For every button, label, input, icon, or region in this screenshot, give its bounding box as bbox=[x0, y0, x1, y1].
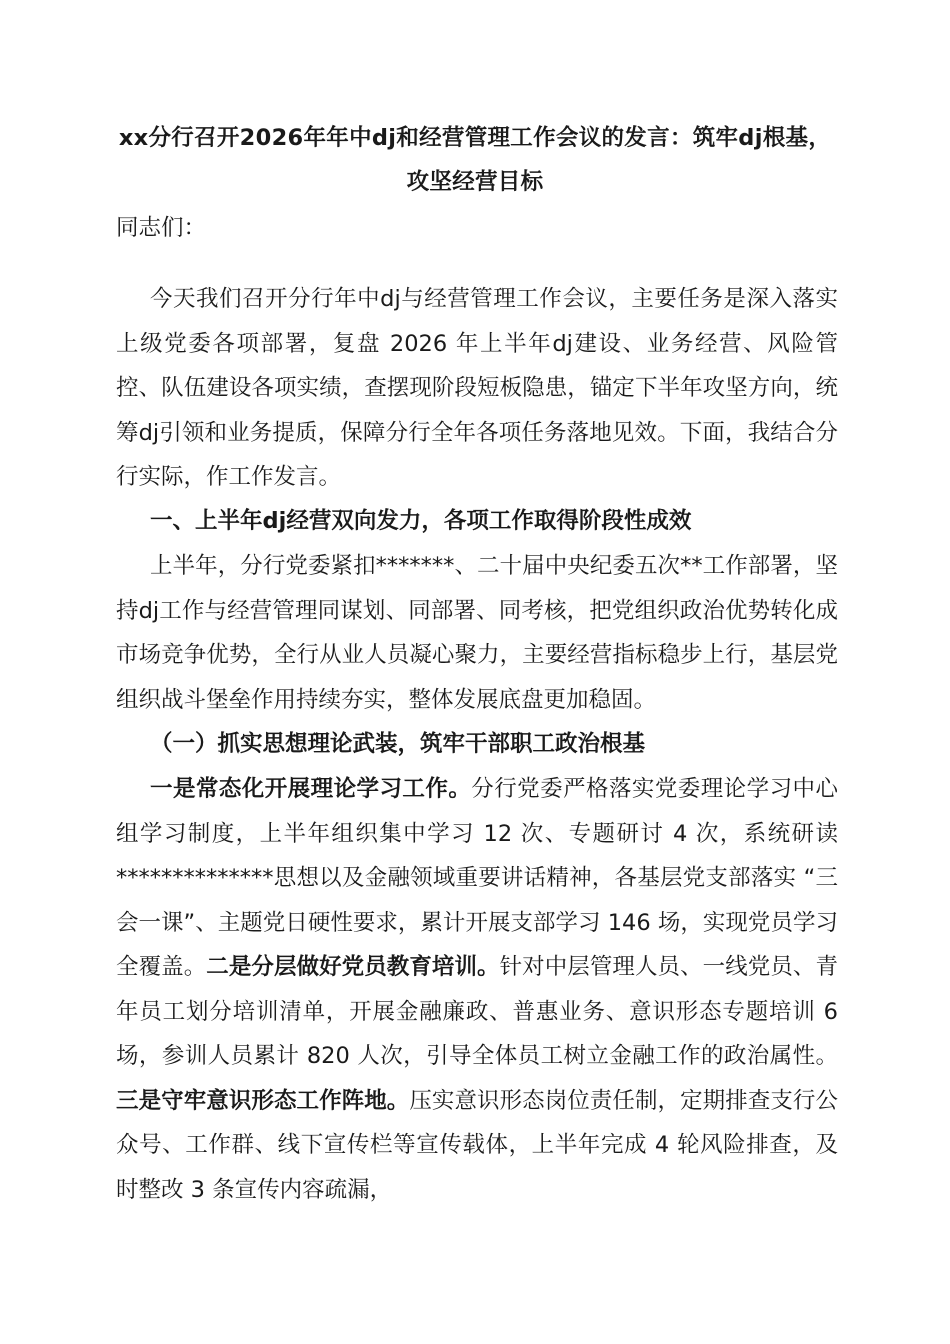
document-title: xx分行召开2026年年中dj和经营管理工作会议的发言：筑牢dj根基，攻坚经营目标 bbox=[118, 125, 832, 195]
point-3-lead: 三是守牢意识形态工作阵地。 bbox=[116, 1087, 410, 1114]
salutation: 同志们： bbox=[116, 215, 207, 241]
point-1-text: 分行党委严格落实党委理论学习中心组学习制度，上半年组织集中学习 12 次、专题研讨 4 次，系统研读**************思想以及金融领域重要讲话精神，各基层党支部落实 “三会一课”、主题党日硬性要求，累计开展支部学习 146 场，实现党员学习全覆盖。 bbox=[116, 776, 838, 980]
subsection-heading-1: （一）抓实思想理论武装，筑牢干部职工政治根基 bbox=[150, 731, 646, 757]
section-1-paragraph: 上半年，分行党委紧扣*******、二十届中央纪委五次**工作部署，坚持dj工作与经营管理同谋划、同部署、同考核，把党组织政治优势转化成市场竞争优势，全行从业人员凝心聚力，主要经营指标稳步上行，基层党组织战斗堡垒作用持续夯实，整体发展底盘更加稳固。 bbox=[116, 553, 838, 713]
intro-paragraph: 今天我们召开分行年中dj与经营管理工作会议，主要任务是深入落实上级党委各项部署，复盘 2026 年上半年dj建设、业务经营、风险管控、队伍建设各项实绩，查摆现阶段短板隐患，锚定下半年攻坚方向，统筹dj引领和业务提质，保障分行全年各项任务落地见效。下面，我结合分行实际，作工作发言。 bbox=[116, 286, 838, 490]
point-2-lead: 二是分层做好党员教育培训。 bbox=[206, 954, 500, 980]
subsection-1-paragraph bbox=[116, 767, 838, 1212]
point-3-text: 压实意识形态岗位责任制，定期排查支行公众号、工作群、线下宣传栏等宣传载体，上半年完成 4 轮风险排查，及时整改 3 条宣传内容疏漏， bbox=[116, 1087, 838, 1203]
section-heading-1: 一、上半年dj经营双向发力，各项工作取得阶段性成效 bbox=[150, 508, 692, 534]
point-1-lead: 一是常态化开展理论学习工作。 bbox=[150, 776, 472, 802]
point-2-text: 针对中层管理人员、一线党员、青年员工划分培训清单，开展金融廉政、普惠业务、意识形态专题培训 6 场，参训人员累计 820 人次，引导全体员工树立金融工作的政治属性。 bbox=[116, 954, 838, 1069]
